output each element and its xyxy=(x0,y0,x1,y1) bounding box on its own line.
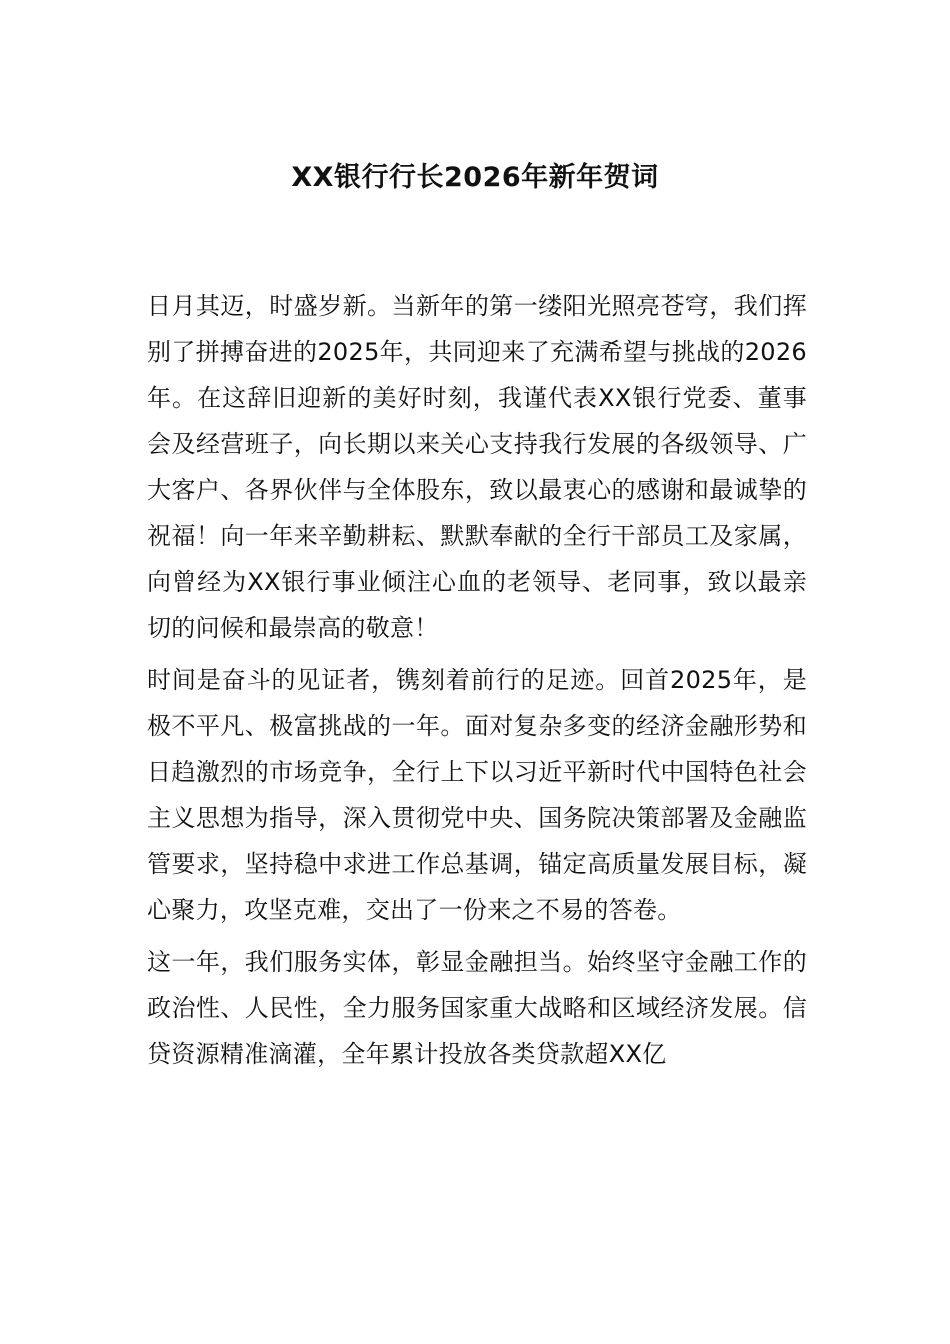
paragraph-service: 这一年，我们服务实体，彰显金融担当。始终坚守金融工作的政治性、人民性，全力服务国家重大战略和区域经济发展。信贷资源精准滴灌，全年累计投放各类贷款超XX亿 xyxy=(147,948,807,1068)
document-body xyxy=(147,283,807,1077)
document-title: XX银行行长2026年新年贺词 xyxy=(291,162,659,193)
paragraph-review: 时间是奋斗的见证者，镌刻着前行的足迹。回首2025年，是极不平凡、极富挑战的一年。面对复杂多变的经济金融形势和日趋激烈的市场竞争，全行上下以习近平新时代中国特色社会主义思想为指导，深入贯彻党中央、国务院决策部署及金融监管要求，坚持稳中求进工作总基调，锚定高质量发展目标，凝心聚力，攻坚克难，交出了一份来之不易的答卷。 xyxy=(147,666,807,924)
paragraph-greeting: 日月其迈，时盛岁新。当新年的第一缕阳光照亮苍穹，我们挥别了拼搏奋进的2025年，共同迎来了充满希望与挑战的2026年。在这辞旧迎新的美好时刻，我谨代表XX银行党委、董事会及经营班子，向长期以来关心支持我行发展的各级领导、广大客户、各界伙伴与全体股东，致以最衷心的感谢和最诚挚的祝福！向一年来辛勤耕耘、默默奉献的全行干部员工及家属，向曾经为XX银行事业倾注心血的老领导、老同事，致以最亲切的问候和最崇高的敬意！ xyxy=(147,292,807,642)
